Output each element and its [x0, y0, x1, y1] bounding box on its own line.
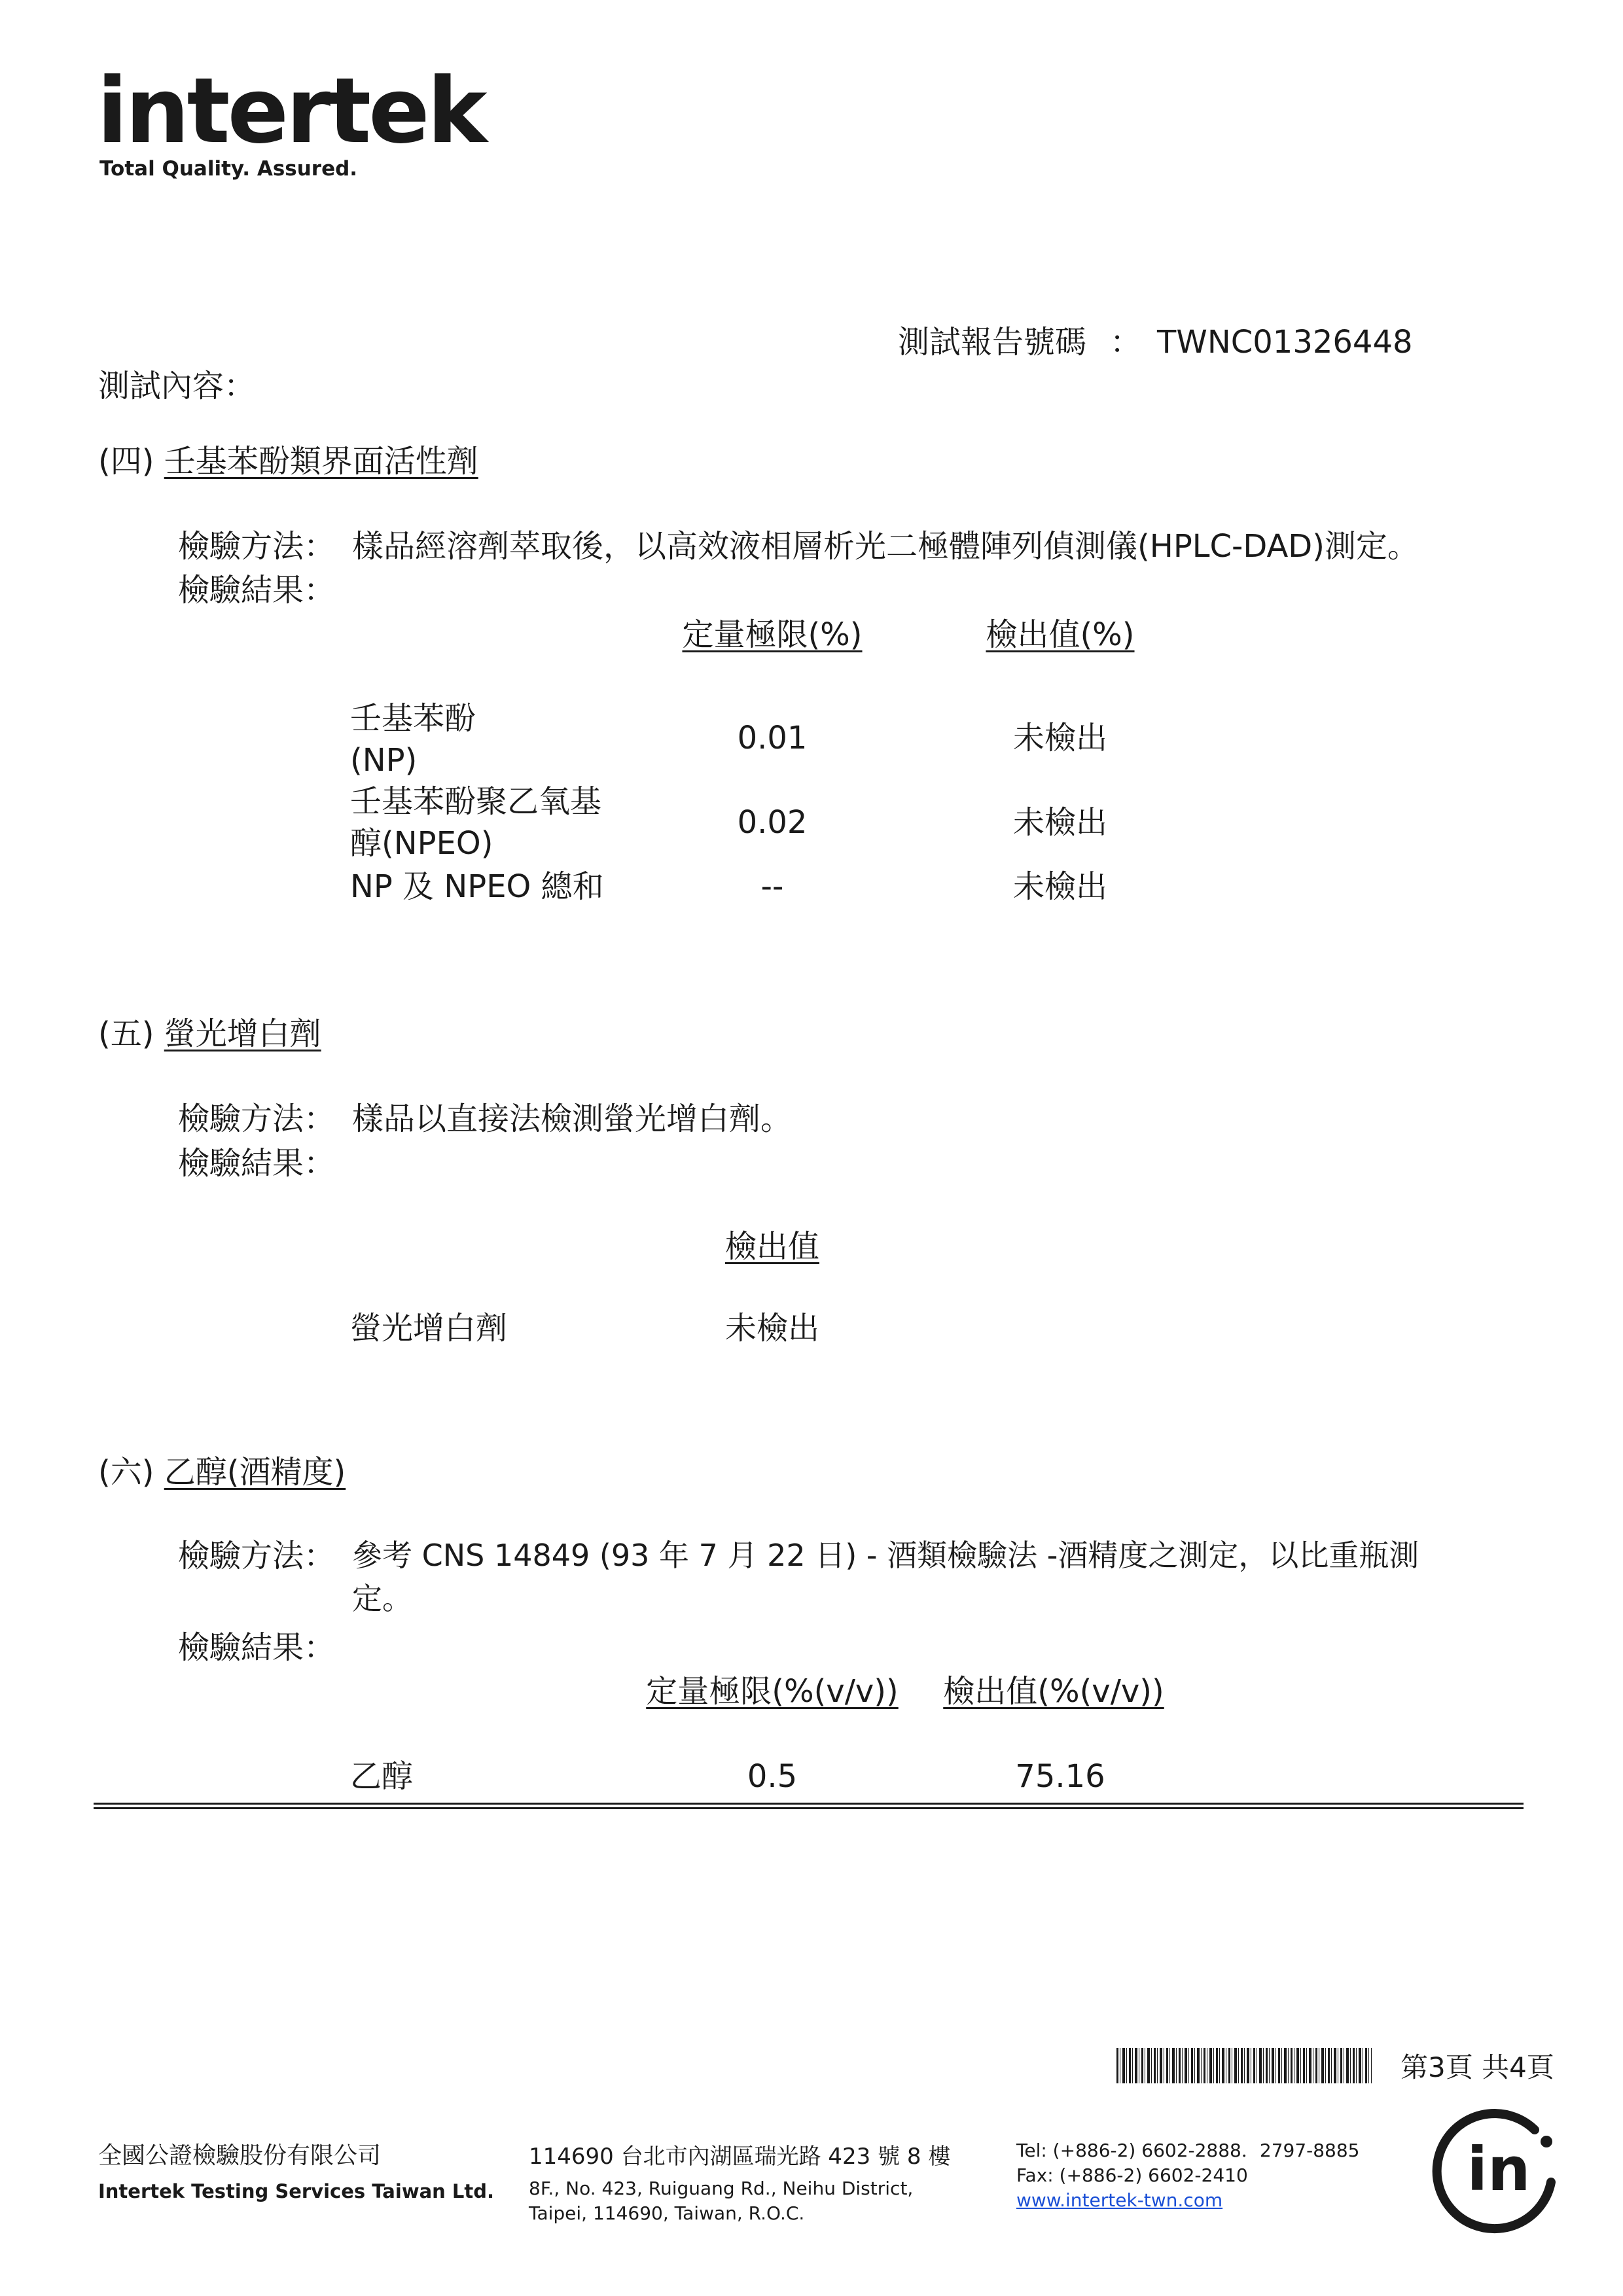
- footer-fax: Fax: (+886-2) 6602-2410: [1016, 2164, 1248, 2186]
- footer-company-en: Intertek Testing Services Taiwan Ltd.: [98, 2180, 495, 2202]
- in-logo-text: in: [1467, 2134, 1531, 2204]
- section-4-row-3-value: 未檢出: [1012, 868, 1107, 905]
- section-5-row-1-value: 未檢出: [724, 1310, 819, 1347]
- section-4-row-1-value: 未檢出: [1012, 720, 1107, 756]
- section-5-method-text: 樣品以直接法檢測螢光增白劑。: [352, 1101, 793, 1137]
- section-6-result-label: 檢驗結果：: [178, 1629, 336, 1666]
- section-5-row-1-name: 螢光增白劑: [350, 1310, 508, 1347]
- footer-address: [529, 2141, 950, 2226]
- footer-company-cn: 全國公證檢驗股份有限公司: [98, 2142, 382, 2169]
- intertek-in-logo-icon: [1430, 2104, 1567, 2241]
- logo-wordmark: intertek: [97, 58, 485, 164]
- report-number-label: 測試報告號碼: [898, 324, 1087, 361]
- report-number-value: TWNC01326448: [1157, 324, 1413, 361]
- footer-contact: [1016, 2138, 1360, 2213]
- logo-tagline: Total Quality. Assured.: [99, 157, 358, 181]
- footer-company: [98, 2140, 494, 2205]
- section-5-num: (五): [98, 1016, 154, 1052]
- intertek-logo: [97, 58, 485, 182]
- section-6-row-1-limit: 0.5: [747, 1758, 798, 1795]
- section-5-result-label: 檢驗結果：: [178, 1145, 336, 1182]
- report-number-line: [898, 323, 1413, 362]
- section-5-heading: [98, 1014, 321, 1053]
- section-6-heading: [98, 1453, 346, 1492]
- section-6-num: (六): [98, 1454, 154, 1491]
- section-4-num: (四): [98, 443, 154, 480]
- section-4-col-limit: 定量極限(%): [682, 616, 863, 653]
- section-4-heading: [98, 442, 478, 481]
- report-number-sep: ：: [1110, 324, 1142, 361]
- section-4-row-2-value: 未檢出: [1012, 804, 1107, 841]
- footer-tel: Tel: (+886-2) 6602-2888．2797-8885: [1016, 2140, 1360, 2161]
- section-4-row-3-limit: --: [760, 868, 784, 905]
- section-5-col-value: 檢出值: [724, 1228, 819, 1265]
- footer-address-cn: 114690 台北市內湖區瑞光路 423 號 8 樓: [529, 2144, 951, 2170]
- footer-address-en-2: Taipei, 114690, Taiwan, R.O.C.: [529, 2202, 805, 2224]
- test-content-label: 測試內容：: [98, 368, 256, 404]
- section-4-title: 壬基苯酚類界面活性劑: [164, 443, 478, 480]
- barcode: [1116, 2048, 1372, 2083]
- section-6-title: 乙醇(酒精度): [164, 1454, 346, 1491]
- section-6-row-1-name: 乙醇: [350, 1758, 414, 1795]
- section-4-method-text: 樣品經溶劑萃取後，以高效液相層析光二極體陣列偵測儀(HPLC-DAD)測定。: [352, 528, 1419, 565]
- section-4-col-value: 檢出值(%): [986, 616, 1135, 653]
- section-4-row-2-name: 壬基苯酚聚乙氧基 醇(NPEO): [350, 783, 602, 862]
- section-6-col-value: 檢出值(%(v/v)): [943, 1673, 1164, 1710]
- section-4-row-2-limit: 0.02: [737, 804, 808, 841]
- end-divider: [94, 1803, 1524, 1809]
- section-4-row-1-limit: 0.01: [737, 720, 808, 756]
- page-info: 第3頁 共4頁: [1400, 2051, 1554, 2083]
- section-5-method-label: 檢驗方法：: [178, 1101, 336, 1137]
- section-4-result-label: 檢驗結果：: [178, 572, 336, 609]
- section-4-method-label: 檢驗方法：: [178, 528, 336, 565]
- section-6-method-text: 參考 CNS 14849 (93 年 7 月 22 日) - 酒類檢驗法 -酒精度之測定，以比重瓶測 定。: [352, 1538, 1419, 1616]
- in-logo-svg: [1430, 2104, 1567, 2241]
- footer-address-en-1: 8F., No. 423, Ruiguang Rd., Neihu District,: [529, 2178, 914, 2199]
- section-4-row-1-name: 壬基苯酚 (NP): [350, 700, 476, 779]
- section-4-row-3-name: NP 及 NPEO 總和: [350, 868, 604, 905]
- footer-website-link[interactable]: www.intertek-twn.com: [1016, 2189, 1223, 2211]
- section-5-title: 螢光增白劑: [164, 1016, 321, 1052]
- section-6-row-1-value: 75.16: [1015, 1758, 1105, 1795]
- section-6-method-label: 檢驗方法：: [178, 1538, 336, 1574]
- section-6-col-limit: 定量極限(%(v/v)): [646, 1673, 899, 1710]
